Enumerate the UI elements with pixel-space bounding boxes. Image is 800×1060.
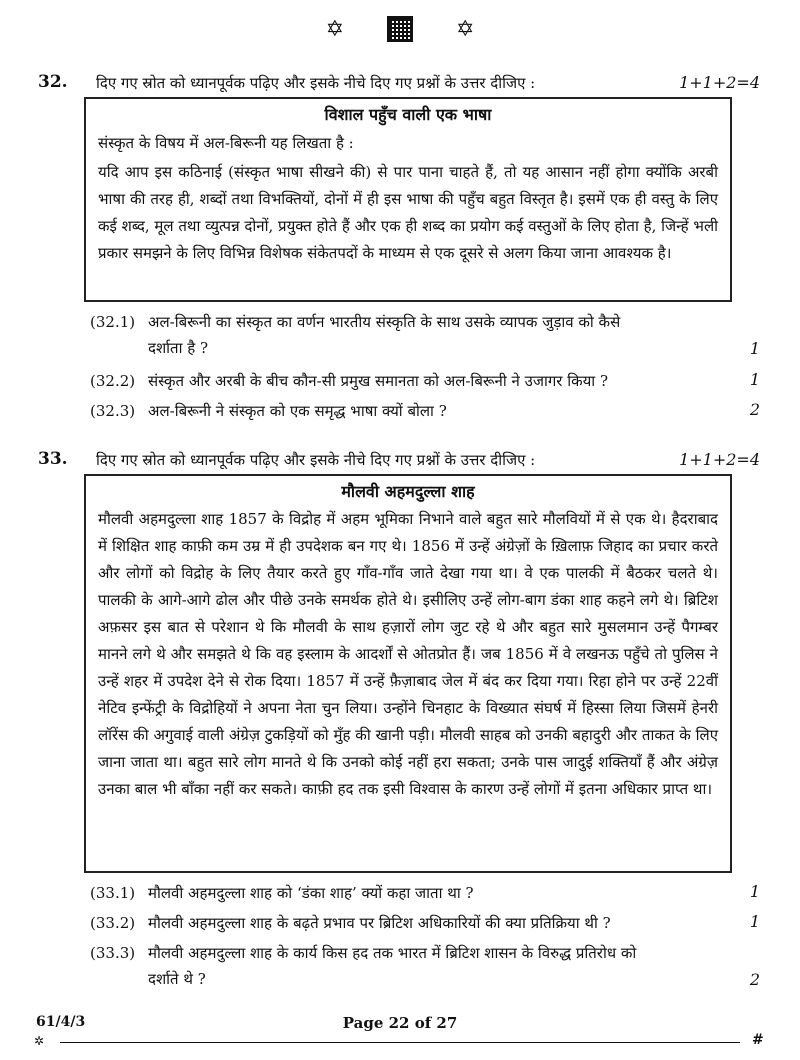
subquestion-33-2-marks: 1 — [749, 912, 760, 931]
source-intro-32: संस्कृत के विषय में अल-बिरूनी यह लिखता है : — [98, 134, 354, 152]
subquestion-32-1: (32.1) अल-बिरूनी का संस्कृत का वर्णन भारतीय संस्कृति के साथ उसके व्यापक जुड़ाव को कैसे दर्शाता है ? — [90, 313, 621, 357]
subquestion-33-1-marks: 1 — [749, 882, 760, 901]
footer-hash-mark: # — [752, 1032, 764, 1048]
paper-code: 61/4/3 — [36, 1014, 86, 1030]
subquestion-32-3: (32.3) अल-बिरूनी ने संस्कृत को एक समृद्ध भाषा क्यों बोला ? — [90, 402, 447, 420]
question-33-number: 33. — [38, 449, 68, 469]
question-32-marks: 1+1+2=4 — [679, 73, 760, 92]
question-33-marks: 1+1+2=4 — [679, 450, 760, 469]
subquestion-33-2: (33.2) मौलवी अहमदुल्ला शाह के बढ़ते प्रभाव पर ब्रिटिश अधिकारियों की क्या प्रतिक्रिया थी ? — [90, 914, 611, 932]
source-title-32: विशाल पहुँच वाली एक भाषा — [324, 105, 492, 124]
subquestion-32-2: (32.2) संस्कृत और अरबी के बीच कौन-सी प्रमुख समानता को अल-बिरूनी ने उजागर किया ? — [90, 372, 608, 390]
footer-star-icon: ✲ — [34, 1034, 45, 1048]
subquestion-33-3-marks: 2 — [749, 970, 760, 989]
star-right-icon: ✡ — [456, 16, 475, 42]
page-header — [0, 16, 800, 42]
question-33-instruction: दिए गए स्रोत को ध्यानपूर्वक पढ़िए और इसके नीचे दिए गए प्रश्नों के उत्तर दीजिए : — [96, 451, 536, 469]
page-number: Page 22 of 27 — [342, 1014, 458, 1032]
question-32-instruction: दिए गए स्रोत को ध्यानपूर्वक पढ़िए और इसके नीचे दिए गए प्रश्नों के उत्तर दीजिए : — [96, 74, 536, 92]
subquestion-32-1-marks: 1 — [749, 339, 760, 358]
question-32-number: 32. — [38, 72, 68, 92]
subquestion-32-3-marks: 2 — [749, 400, 760, 419]
qr-code-icon — [387, 16, 413, 42]
source-box-32 — [84, 97, 732, 302]
source-text-32: यदि आप इस कठिनाई (संस्कृत भाषा सीखने की) से पार पाना चाहते हैं, तो यह आसान नहीं होगा क्योंकि अरबी भाषा की तरह ही, शब्दों तथा विभक्तियों, दोनों में ही इस भाषा की पहुँच बहुत विस्तृत है। इसमें एक ही वस्तु के लिए कई शब्द, मूल तथा व्युत्पन्न दोनों, प्रयुक्त होते हैं और एक ही शब्द का प्रयोग कई वस्तुओं के लिए होता है, जिन्हें भली प्रकार समझने के लिए विभिन्न विशेषक संकेतपदों के माध्यम से एक दूसरे से अलग किया जाना आवश्यक है। — [98, 163, 718, 262]
source-box-33 — [84, 474, 732, 873]
footer-divider — [60, 1042, 740, 1043]
source-text-33: मौलवी अहमदुल्ला शाह 1857 के विद्रोह में अहम भूमिका निभाने वाले बहुत सारे मौलवियों में से एक थे। हैदराबाद में शिक्षित शाह काफ़ी कम उम्र में ही उपदेशक बन गए थे। 1856 में उन्हें अंग्रेज़ों के ख़िलाफ़ जिहाद का प्रचार करते और लोगों को विद्रोह के लिए तैयार करते हुए गाँव-गाँव जाते देखा गया था। वे एक पालकी में बैठकर चलते थे। पालकी के आगे-आगे ढोल और पीछे उनके समर्थक होते थे। इसीलिए उन्हें लोग-बाग डंका शाह कहने लगे थे। ब्रिटिश अफ़सर इस बात से परेशान थे कि मौलवी के साथ हज़ारों लोग जुट रहे थे और बहुत सारे मुसलमान उन्हें पैगम्बर मानने लगे थे और समझते थे कि वह इस्लाम के आदर्शों से ओतप्रोत हैं। जब 1856 में वे लखनऊ पहुँचे तो पुलिस ने उन्हें शहर में उपदेश देने से रोक दिया। 1857 में उन्हें फ़ैज़ाबाद जेल में बंद कर दिया गया। रिहा होने पर उन्हें 22वीं नेटिव इन्फेंट्री के विद्रोहियों ने अपना नेता चुन लिया। उन्होंने चिनहाट के विख्यात संघर्ष में हिस्सा लिया जिसमें हेनरी लॉरेंस की अगुवाई वाली अंग्रेज़ टुकड़ियों को मुँह की खानी पड़ी। मौलवी साहब को उनकी बहादुरी और ताकत के लिए जाना जाता था। बहुत सारे लोग मानते थे कि उनको कोई नहीं हरा सकता; उनके पास जादुई शक्तियाँ हैं और अंग्रेज़ उनका बाल भी बाँका नहीं कर सकते। काफ़ी हद तक इसी विश्वास के कारण उन्हें लोगों में इतना अधिकार प्राप्त था। — [98, 510, 718, 798]
subquestion-33-1: (33.1) मौलवी अहमदुल्ला शाह को ‘डंका शाह’ क्यों कहा जाता था ? — [90, 884, 474, 902]
star-left-icon: ✡ — [325, 16, 344, 42]
subquestion-32-2-marks: 1 — [749, 370, 760, 389]
source-title-33: मौलवी अहमदुल्ला शाह — [341, 482, 475, 501]
subquestion-33-3: (33.3) मौलवी अहमदुल्ला शाह के कार्य किस हद तक भारत में ब्रिटिश शासन के विरुद्ध प्रतिरोध को दर्शाते थे ? — [90, 944, 637, 988]
